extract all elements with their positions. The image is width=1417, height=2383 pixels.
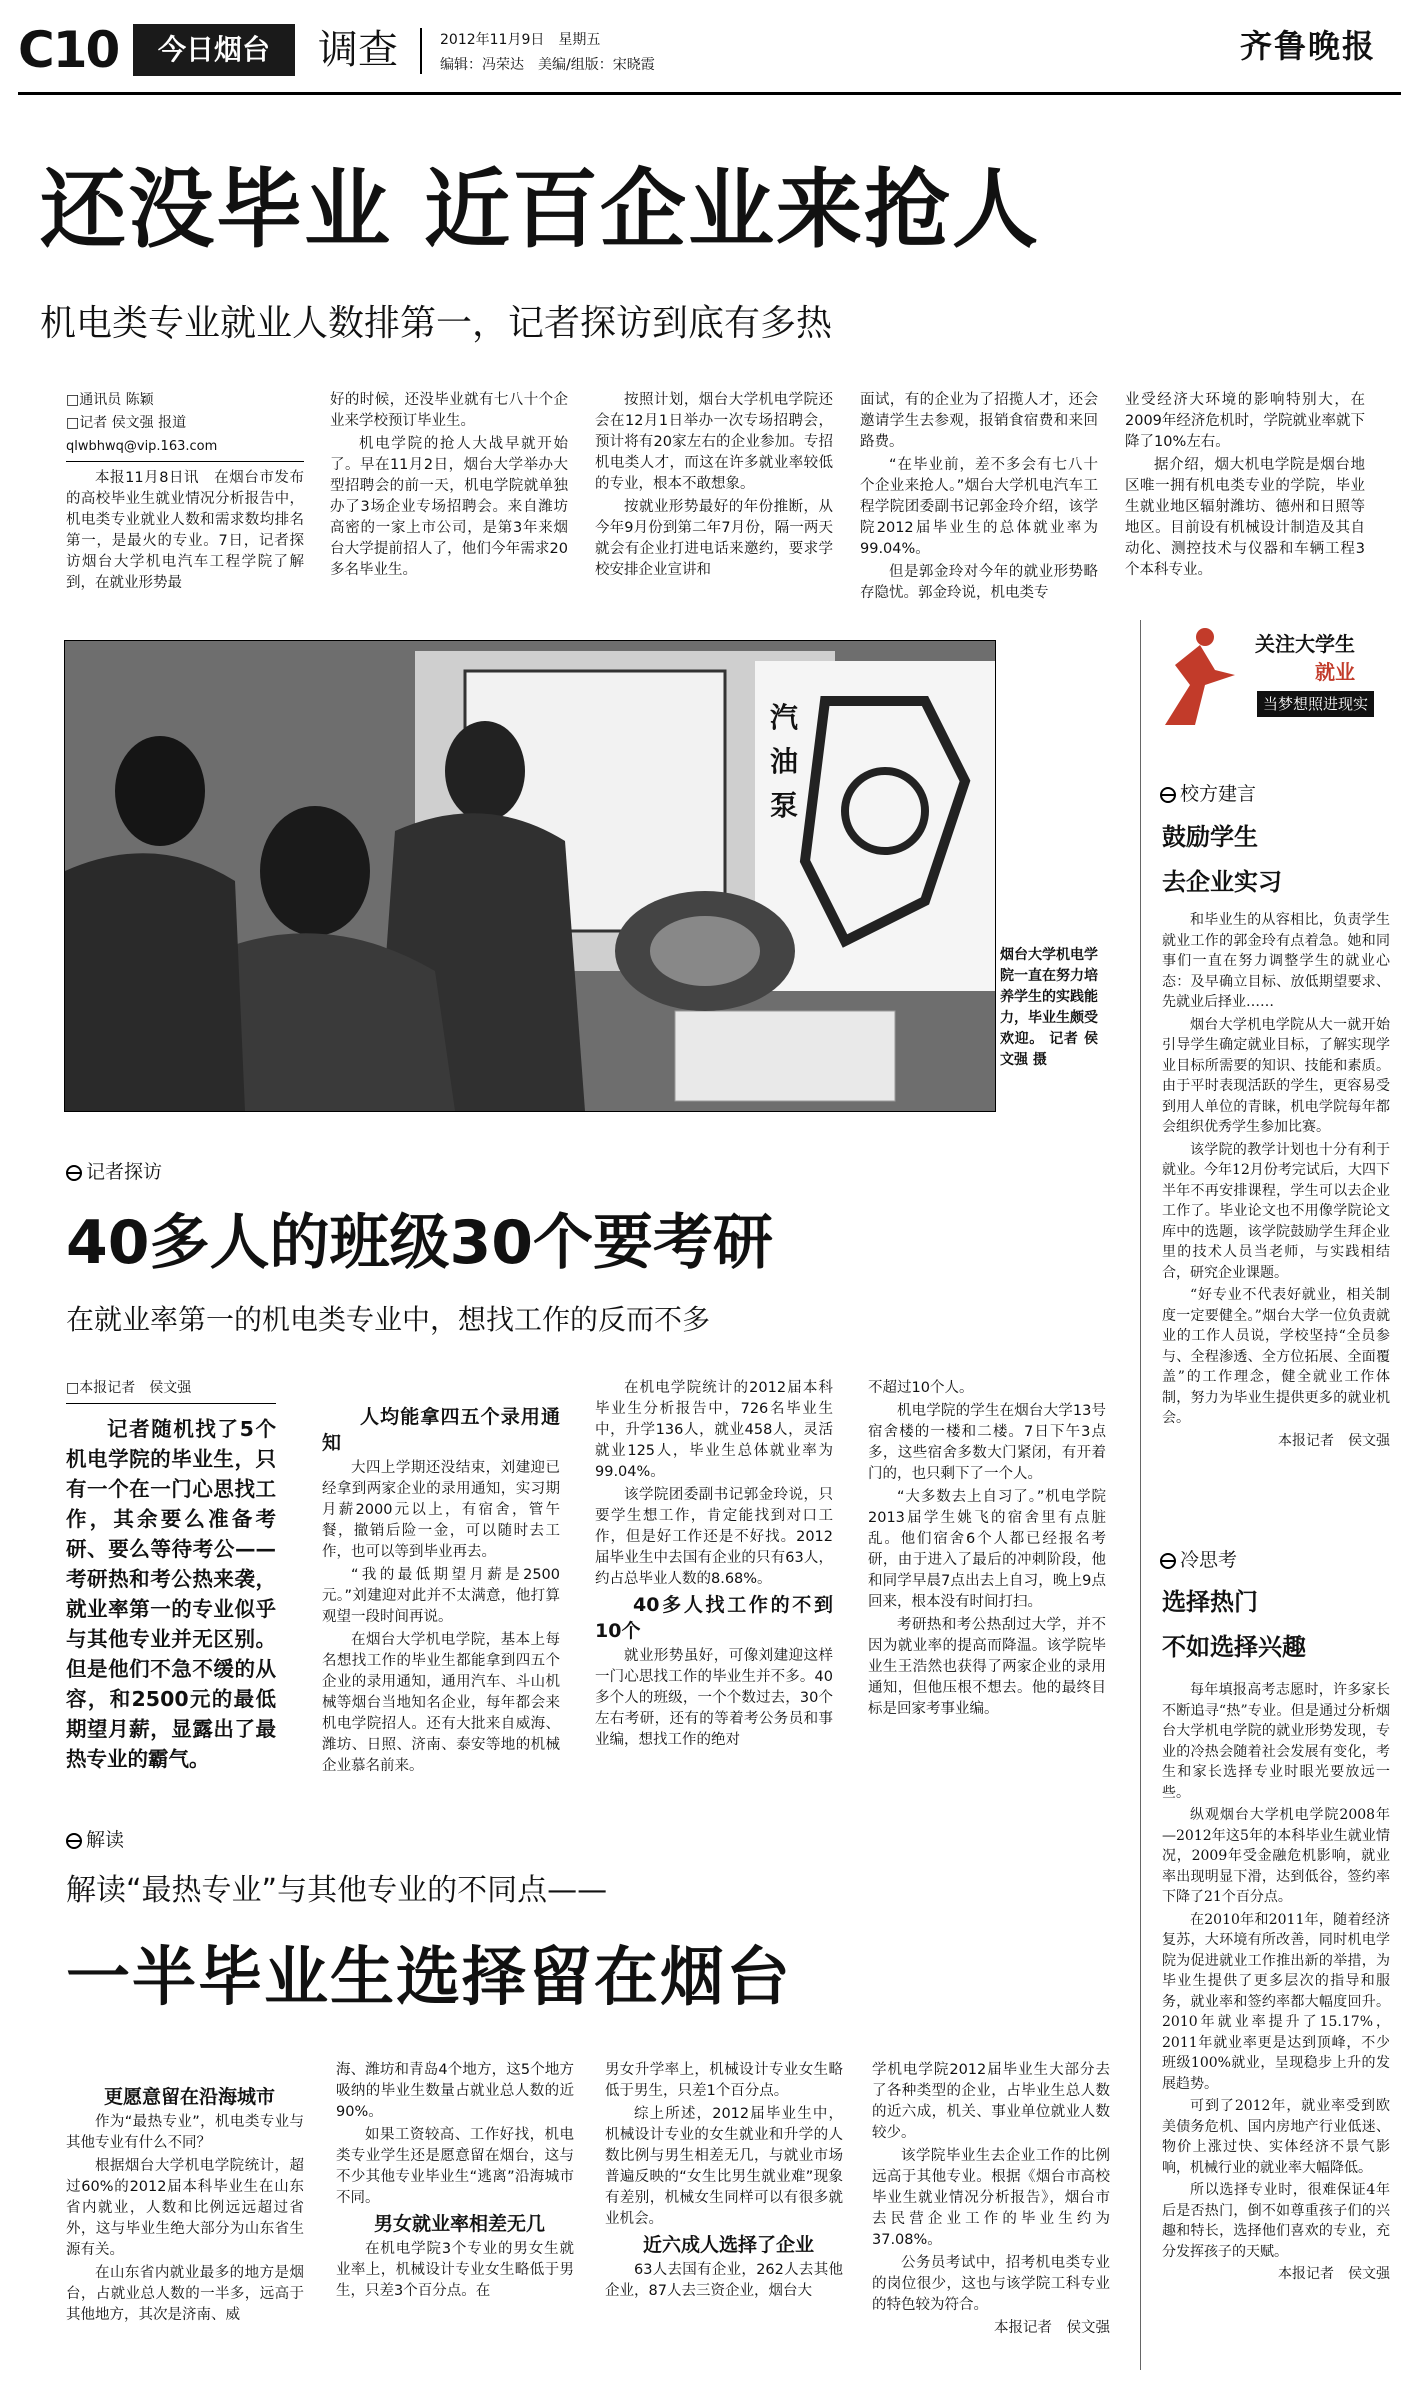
editors: 编辑：冯荣达 美编/组版：宋晓霞 (440, 57, 655, 73)
main-headline: 还没毕业 近百企业来抢人 (40, 160, 1040, 260)
section1-subhead-2: 40多人找工作的不到10个 (595, 1594, 833, 1642)
sidebar-divider (1140, 620, 1141, 2370)
paragraph: 在2010年和2011年，随着经济复苏，大环境有所改善，同时机电学院为促进就业工作推出新的举措，为毕业生提供了更多层次的指导和服务，就业率和签约率都大幅度回升。2010年就业率提升了15.17%，2011年就业率更是达到顶峰，不少班级100%就业，呈现稳步上升的发展趋势。 (1162, 1911, 1390, 2092)
side1-tag (1160, 782, 1256, 806)
section2-subhead-3: 近六成人选择了企业 (643, 2234, 815, 2256)
byline-rule (66, 1403, 276, 1404)
byline-correspondent: □通讯员 陈颖 (66, 392, 154, 408)
paragraph: 好的时候，还没毕业就有七八十个企业来学校预订毕业生。 (330, 392, 568, 429)
promo-line-3: 当梦想照进现实 (1257, 691, 1374, 717)
side2-author: 本报记者 侯文强 (1278, 2266, 1390, 2282)
tag-circle-icon (1160, 787, 1176, 803)
paragraph: 该学院团委副书记郭金玲说，只要学生想工作，肯定能找到对口工作，但是好工作还是不好找。2012届毕业生中去国有企业的只有63人，约占总毕业人数的8.68%。 (595, 1487, 833, 1587)
side2-tag (1160, 1548, 1237, 1572)
section1-byline: □本报记者 侯文强 (66, 1380, 192, 1396)
tag-label: 冷思考 (1180, 1549, 1238, 1571)
section-tag-interpretation (66, 1828, 124, 1852)
section2-column-4 (872, 2060, 1110, 2370)
tag-label: 记者探访 (86, 1161, 163, 1183)
tag-circle-icon (66, 1165, 82, 1181)
news-photo (64, 640, 996, 1112)
section1-intro: 记者随机找了5个机电学院的毕业生，只有一个在一门心思找工作，其余要么准备考研、要么等待考公——考研热和考公热来袭，就业率第一的专业似乎与其他专业并无区别。但是他们不急不缓的从容，和2500元的最低期望月薪，显露出了最热专业的霸气。 (66, 1417, 276, 1771)
paragraph: 机电学院的学生在烟台大学13号宿舍楼的一楼和二楼。7日下午3点多，这些宿舍多数大门紧闭，有开着门的，也只剩下了一个人。 (868, 1403, 1106, 1482)
side2-title-line-1: 选择热门 (1162, 1588, 1258, 1616)
byline-email: qlwbhwq@vip.163.com (66, 439, 218, 454)
tag-label: 解读 (86, 1829, 125, 1851)
side1-body (1162, 910, 1390, 1500)
paragraph: 大四上学期还没结束，刘建迎已经拿到两家企业的录用通知，实习期月薪2000元以上，有宿舍，管午餐，撤销后险一金，可以随时去工作，也可以等到毕业再去。 (322, 1460, 560, 1560)
paragraph: 业受经济大环境的影响特别大，在2009年经济危机时，学院就业率就下降了10%左右。 (1125, 392, 1365, 450)
paragraph: 本报11月8日讯 在烟台市发布的高校毕业生就业情况分析报告中，机电类专业就业人数和需求数均排名第一，是最火的专业。7日，记者探访烟台大学机电汽车工程学院了解到，在就业形势最 (66, 470, 304, 591)
paragraph: 63人去国有企业，262人去其他企业，87人去三资企业，烟台大 (605, 2262, 843, 2299)
paragraph: “在毕业前，差不多会有七八十个企业来抢人。”烟台大学机电汽车工程学院团委副书记郭金玲介绍，该学院2012届毕业生的总体就业率为99.04%。 (860, 457, 1098, 557)
paragraph: 公务员考试中，招考机电类专业的岗位很少，这也与该学院工科专业的特色较为符合。 (872, 2255, 1110, 2313)
paragraph: 烟台大学机电学院从大一就开始引导学生确定就业目标，了解实现学业目标所需要的知识、技能和素质。由于平时表现活跃的学生，更容易受到用人单位的青睐，机电学院每年都会组织优秀学生参加比赛。 (1162, 1016, 1390, 1135)
issue-date: 2012年11月9日 星期五 (440, 32, 601, 48)
paragraph: 考研热和考公热刮过大学，并不因为就业率的提高而降温。该学院毕业生王浩然也获得了两家企业的录用通知，但他压根不想去。他的最终目标是回家考事业编。 (868, 1617, 1106, 1717)
section1-column-1 (66, 1378, 276, 1778)
paragraph: 如果工资较高、工作好找，机电类专业学生还是愿意留在烟台，这与不少其他专业毕业生“逃离”沿海城市不同。 (336, 2127, 574, 2206)
tag-label: 校方建言 (1180, 783, 1257, 805)
side2-body (1162, 1680, 1390, 2370)
paragraph: 该学院毕业生去企业工作的比例远高于其他专业。根据《烟台市高校毕业生就业情况分析报告》，烟台市去民营企业工作的毕业生约为37.08%。 (872, 2148, 1110, 2248)
section2-subhead-2: 男女就业率相差无几 (374, 2213, 546, 2235)
paragraph: 据介绍，烟大机电学院是烟台地区唯一拥有机电类专业的学院，毕业生就业地区辐射潍坊、德州和日照等地区。目前设有机械设计制造及其自动化、测控技术与仪器和车辆工程3个本科专业。 (1125, 457, 1365, 578)
section1-column-2 (322, 1378, 560, 1778)
paragraph: 男女升学率上，机械设计专业女生略低于男生，只差1个百分点。 (605, 2062, 843, 2099)
side2-title-line-2: 不如选择兴趣 (1162, 1633, 1306, 1661)
section1-column-4 (868, 1378, 1106, 1778)
paragraph: 在机电学院统计的2012届本科毕业生分析报告中，726名毕业生中，升学136人，就业458人，灵活就业125人，毕业生总体就业率为99.04%。 (595, 1380, 833, 1480)
side1-title-line-2: 去企业实习 (1162, 868, 1282, 896)
side1-title-line-1: 鼓励学生 (1162, 823, 1258, 851)
section-badge (133, 24, 295, 76)
paragraph: 该学院的教学计划也十分有利于就业。今年12月份考完试后，大四下半年不再安排课程，学生可以去企业工作了。毕业论文也不用像学院论文库中的选题，该学院鼓励学生拜企业里的技术人员当老师，与实践相结合，研究企业课题。 (1162, 1141, 1390, 1281)
paragraph: 按就业形势最好的年份推断，从今年9月份到第二年7月份，隔一两天就会有企业打进电话来邀约，要求学校安排企业宣讲和 (595, 499, 833, 578)
section-tag-reporter-visit (66, 1160, 162, 1184)
newspaper-logo: 齐鲁晚报 (1240, 27, 1377, 65)
section1-subhead-1: 人均能拿四五个录用通知 (322, 1406, 560, 1454)
lead-column-2 (330, 390, 568, 610)
wall-sign-text: 汽油泵 (770, 701, 799, 822)
promo-badge (1145, 625, 1385, 735)
header-rule (18, 92, 1401, 95)
paragraph: 按照计划，烟台大学机电学院还会在12月1日举办一次专场招聘会，预计将有20家左右的企业参加。专招机电类人才，而这在许多就业率较低的专业，根本不敢想象。 (595, 392, 833, 492)
paragraph: 面试，有的企业为了招揽人才，还会邀请学生去参观，报销食宿费和来回路费。 (860, 392, 1098, 450)
section2-author: 本报记者 侯文强 (994, 2320, 1110, 2336)
page-number: C10 (18, 21, 119, 79)
paragraph: 每年填报高考志愿时，许多家长不断追寻“热”专业。但是通过分析烟台大学机电学院的就业形势发现，专业的冷热会随着社会发展有变化，考生和家长选择专业时眼光要放远一些。 (1162, 1682, 1390, 1801)
paragraph: 可到了2012年，就业率受到欧美债务危机、国内房地产行业低迷、物价上涨过快、实体经济不景气影响，机械行业的就业率大幅降低。 (1162, 2098, 1390, 2176)
paragraph: 在烟台大学机电学院，基本上每名想找工作的毕业生都能拿到四五个企业的录用通知，通用汽车、斗山机械等烟台当地知名企业，每年都会来机电学院招人。还有大批来自威海、潍坊、日照、济南、泰安等地的机械企业慕名前来。 (322, 1632, 560, 1774)
lead-column-5 (1125, 390, 1365, 610)
paragraph: “我的最低期望月薪是2500元。”刘建迎对此并不太满意，他打算观望一段时间再说。 (322, 1567, 560, 1625)
byline-rule (66, 461, 304, 462)
paragraph: 和毕业生的从容相比，负责学生就业工作的郭金玲有点着急。她和同事们一直在努力调整学生的就业心态：及早确立目标、放低期望要求、先就业后择业…… (1162, 912, 1390, 1010)
paragraph: “好专业不代表好就业，相关制度一定要健全。”烟台大学一位负责就业的工作人员说，学校坚持“全员参与、全程渗透、全方位拓展、全面覆盖”的工作理念，健全就业工作体制，努力为毕业生提供更多的就业机会。 (1162, 1287, 1390, 1426)
section2-subhead-1: 更愿意留在沿海城市 (104, 2086, 276, 2108)
lead-column-1 (66, 390, 304, 610)
paragraph: 就业形势虽好，可像刘建迎这样一门心思找工作的毕业生并不多。40多个人的班级，一个个数过去，30个左右考研，还有的等着考公务员和事业编，想找工作的绝对 (595, 1648, 833, 1748)
paragraph: “大多数去上自习了。”机电学院2013届学生姚飞的宿舍里有点脏乱。他们宿舍6个人都已经报名考研，由于进入了最后的冲刺阶段，他和同学早晨7点出去上自习，晚上9点回来，根本没有时间打扫。 (868, 1489, 1106, 1610)
section2-column-2 (336, 2060, 574, 2370)
header-divider (420, 28, 422, 74)
tag-circle-icon (66, 1833, 82, 1849)
promo-line-1: 关注大学生 (1255, 632, 1355, 656)
section2-column-1 (66, 2060, 304, 2370)
paragraph: 机电学院的抢人大战早就开始了。早在11月2日，烟台大学举办大型招聘会的前一天，机电学院就单独办了3场企业专场招聘会。来自潍坊高密的一家上市公司，是第3年来烟台大学提前招人了，他们今年需求20多名毕业生。 (330, 436, 568, 578)
section2-title: 一半毕业生选择留在烟台 (66, 1941, 792, 2015)
paragraph: 但是郭金玲对今年的就业形势略存隐忧。郭金玲说，机电类专 (860, 564, 1098, 601)
runner-icon (1145, 625, 1245, 735)
section1-subtitle: 在就业率第一的机电类专业中，想找工作的反而不多 (66, 1303, 711, 1336)
paragraph: 在山东省内就业最多的地方是烟台，占就业总人数的一半多，远高于其他地方，其次是济南、威 (66, 2265, 304, 2323)
section2-kicker: 解读“最热专业”与其他专业的不同点—— (66, 1873, 608, 1908)
section1-title: 40多人的班级30个要考研 (66, 1208, 773, 1278)
paragraph: 在机电学院3个专业的男女生就业率上，机械设计专业女生略低于男生，只差3个百分点。在 (336, 2241, 574, 2299)
paragraph: 海、潍坊和青岛4个地方，这5个地方吸纳的毕业生数量占就业总人数的近90%。 (336, 2062, 574, 2120)
photo-caption: 烟台大学机电学院一直在努力培养学生的实践能力，毕业生颇受欢迎。 记者 侯文强 摄 (1000, 947, 1098, 1068)
section1-column-3 (595, 1378, 833, 1778)
paragraph: 作为“最热专业”，机电类专业与其他专业有什么不同？ (66, 2114, 304, 2151)
lead-column-3 (595, 390, 833, 610)
byline-reporter: □记者 侯文强 报道 (66, 415, 187, 431)
promo-line-2: 就业 (1315, 660, 1355, 684)
tag-circle-icon (1160, 1553, 1176, 1569)
photo-illustration (65, 641, 995, 1111)
side1-author: 本报记者 侯文强 (1278, 1432, 1390, 1449)
paragraph: 根据烟台大学机电学院统计，超过60%的2012届本科毕业生在山东省内就业，人数和比例远远超过省外，这与毕业生绝大部分为山东省生源有关。 (66, 2158, 304, 2258)
paragraph: 综上所述，2012届毕业生中，机械设计专业的女生就业和升学的人数比例与男生相差无几，与就业市场普遍反映的“女生比男生就业难”现象有差别，机械女生同样可以有很多就业机会。 (605, 2106, 843, 2227)
section2-column-3 (605, 2060, 843, 2370)
sub-section-name: 调查 (318, 27, 398, 73)
section-name: 今日烟台 (157, 33, 270, 66)
paragraph: 学机电学院2012届毕业生大部分去了各种类型的企业，占毕业生总人数的近六成，机关、事业单位就业人数较少。 (872, 2062, 1110, 2141)
paragraph: 纵观烟台大学机电学院2008年—2012年这5年的本科毕业生就业情况，2009年受金融危机影响，就业率出现明显下滑，达到低谷，签约率下降了21个百分点。 (1162, 1807, 1390, 1905)
main-subtitle: 机电类专业就业人数排第一，记者探访到底有多热 (40, 303, 833, 344)
paragraph: 不超过10个人。 (868, 1380, 974, 1396)
paragraph: 所以选择专业时，很难保证4年后是否热门，倒不如尊重孩子们的兴趣和特长，选择他们喜欢的专业，充分发挥孩子的天赋。 (1162, 2182, 1390, 2260)
lead-column-4 (860, 390, 1098, 610)
